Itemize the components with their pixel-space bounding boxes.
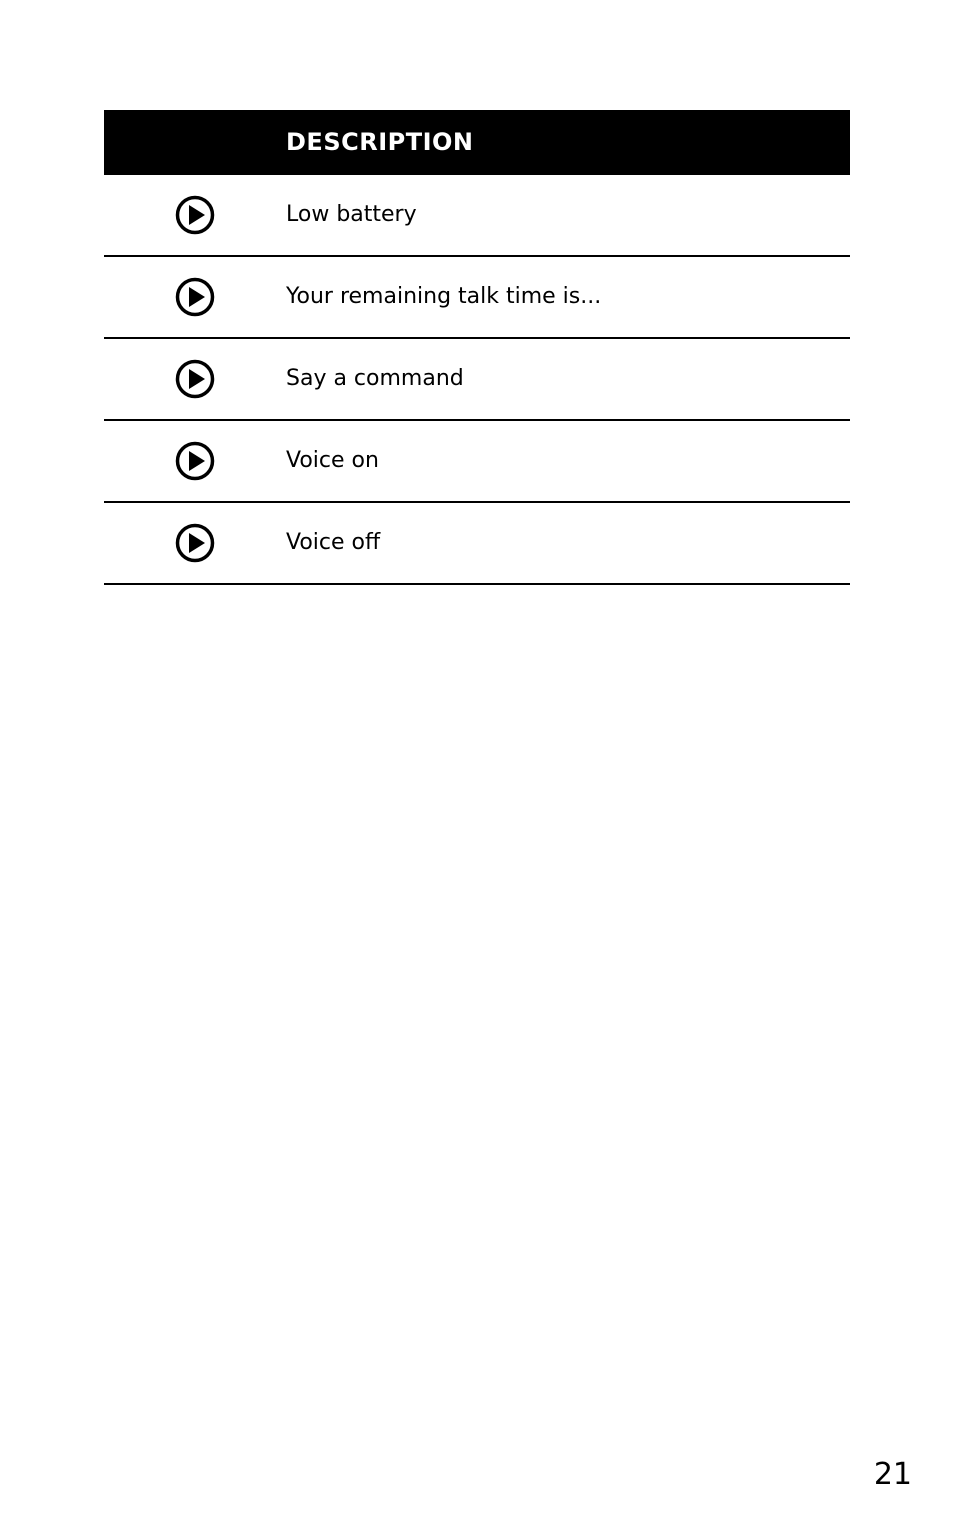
table-row [104, 257, 850, 339]
row-description: Your remaining talk time is... [286, 284, 602, 309]
table-header [104, 110, 850, 175]
play-circle-icon[interactable] [175, 195, 215, 235]
page-number: 21 [873, 1457, 912, 1492]
table-row [104, 175, 850, 257]
table-row [104, 421, 850, 503]
play-circle-icon[interactable] [175, 441, 215, 481]
row-description: Low battery [286, 202, 417, 227]
table-row [104, 503, 850, 585]
play-circle-icon[interactable] [175, 359, 215, 399]
row-description: Say a command [286, 366, 464, 391]
row-description: Voice off [286, 530, 381, 555]
voice-prompt-table [104, 110, 850, 585]
table-row [104, 339, 850, 421]
play-circle-icon[interactable] [175, 277, 215, 317]
row-description: Voice on [286, 448, 379, 473]
play-circle-icon[interactable] [175, 523, 215, 563]
header-description: DESCRIPTION [286, 128, 474, 156]
